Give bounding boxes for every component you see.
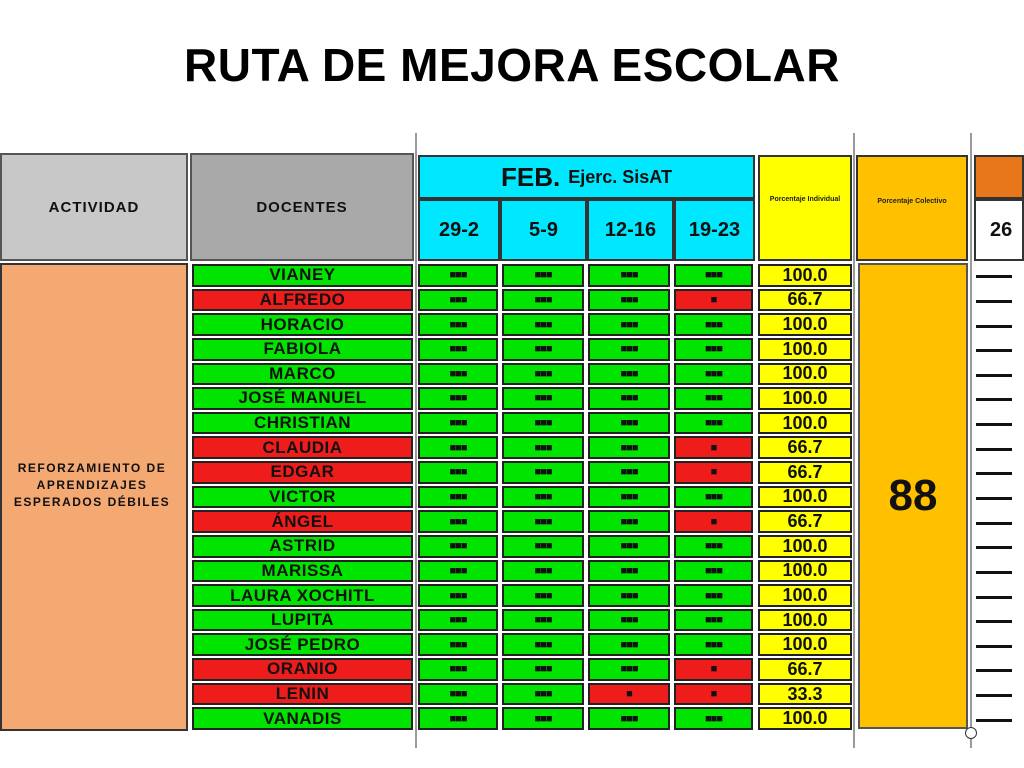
dash-mark xyxy=(976,423,1012,426)
dash-mark xyxy=(976,349,1012,352)
week-mark: ■■■ xyxy=(418,510,498,533)
pct-total-header: Porcentaje Colectivo xyxy=(856,155,968,261)
teacher-name: ÁNGEL xyxy=(192,510,413,533)
week-mark: ■■■ xyxy=(588,363,670,386)
docentes-header: DOCENTES xyxy=(190,153,414,261)
week-mark: ■■■ xyxy=(588,313,670,336)
teacher-name: LUPITA xyxy=(192,609,413,632)
week-mark: ■■■ xyxy=(418,535,498,558)
week-mark: ■■■ xyxy=(588,387,670,410)
pct-individual-value: 100.0 xyxy=(758,264,852,287)
week-mark: ■■■ xyxy=(502,412,584,435)
week-mark: ■■■ xyxy=(502,658,584,681)
week-mark: ■ xyxy=(588,683,670,706)
pct-individual-header: Porcentaje Individual xyxy=(758,155,852,261)
week-mark: ■■■ xyxy=(502,683,584,706)
week-mark: ■■■ xyxy=(418,436,498,459)
pct-individual-value: 100.0 xyxy=(758,486,852,509)
week-mark: ■■■ xyxy=(502,436,584,459)
week-mark: ■■■ xyxy=(418,387,498,410)
week-header: 12-16 xyxy=(587,199,674,261)
week-mark: ■■■ xyxy=(588,461,670,484)
week-mark: ■■■ xyxy=(588,486,670,509)
week-mark: ■■■ xyxy=(674,313,753,336)
week-mark: ■■■ xyxy=(502,584,584,607)
week-mark: ■■■ xyxy=(418,584,498,607)
week-mark: ■■■ xyxy=(418,289,498,312)
teacher-name: JOSÉ MANUEL xyxy=(192,387,413,410)
week-mark: ■■■ xyxy=(588,436,670,459)
dash-mark xyxy=(976,497,1012,500)
week-mark: ■■■ xyxy=(502,461,584,484)
week-mark: ■■■ xyxy=(588,560,670,583)
week-mark: ■■■ xyxy=(588,609,670,632)
pct-individual-value: 66.7 xyxy=(758,289,852,312)
teacher-name: VANADIS xyxy=(192,707,413,730)
week-mark: ■■■ xyxy=(418,264,498,287)
week-mark: ■■■ xyxy=(588,338,670,361)
next-month-header xyxy=(974,155,1024,199)
pct-individual-value: 100.0 xyxy=(758,387,852,410)
week-mark: ■■■ xyxy=(588,658,670,681)
week-mark: ■■■ xyxy=(674,387,753,410)
week-mark: ■■■ xyxy=(674,633,753,656)
pct-individual-value: 100.0 xyxy=(758,609,852,632)
dash-mark xyxy=(976,398,1012,401)
week-mark: ■■■ xyxy=(502,609,584,632)
week-mark: ■■■ xyxy=(674,584,753,607)
week-mark: ■■■ xyxy=(502,363,584,386)
pct-individual-value: 33.3 xyxy=(758,683,852,706)
week-mark: ■■■ xyxy=(588,264,670,287)
week-mark: ■■■ xyxy=(588,289,670,312)
week-mark: ■■■ xyxy=(674,264,753,287)
week-mark: ■■■ xyxy=(674,535,753,558)
pct-individual-value: 100.0 xyxy=(758,560,852,583)
pct-individual-value: 100.0 xyxy=(758,338,852,361)
teacher-name: VIANEY xyxy=(192,264,413,287)
week-mark: ■■■ xyxy=(502,535,584,558)
dash-mark xyxy=(976,546,1012,549)
teacher-name: MARCO xyxy=(192,363,413,386)
week-mark: ■■■ xyxy=(502,486,584,509)
dash-mark xyxy=(976,300,1012,303)
week-mark: ■■■ xyxy=(588,535,670,558)
week-mark: ■■■ xyxy=(502,707,584,730)
week-mark: ■ xyxy=(674,436,753,459)
teacher-name: CLAUDIA xyxy=(192,436,413,459)
dash-mark xyxy=(976,275,1012,278)
pct-individual-value: 66.7 xyxy=(758,436,852,459)
week-mark: ■■■ xyxy=(674,486,753,509)
week-mark: ■■■ xyxy=(588,633,670,656)
week-mark: ■■■ xyxy=(418,707,498,730)
teacher-name: HORACIO xyxy=(192,313,413,336)
pct-individual-value: 100.0 xyxy=(758,584,852,607)
week-mark: ■■■ xyxy=(418,363,498,386)
week-mark: ■■■ xyxy=(502,313,584,336)
week-mark: ■■■ xyxy=(418,313,498,336)
teacher-name: ORANIO xyxy=(192,658,413,681)
week-mark: ■■■ xyxy=(418,461,498,484)
dash-mark xyxy=(976,571,1012,574)
week-mark: ■■■ xyxy=(674,412,753,435)
pct-individual-value: 100.0 xyxy=(758,633,852,656)
pct-individual-value: 100.0 xyxy=(758,363,852,386)
pct-individual-value: 100.0 xyxy=(758,313,852,336)
week-mark: ■ xyxy=(674,683,753,706)
week-mark: ■■■ xyxy=(418,412,498,435)
week-mark: ■■■ xyxy=(502,338,584,361)
next-week-header: 26 xyxy=(974,199,1024,261)
week-mark: ■ xyxy=(674,510,753,533)
grid-line xyxy=(853,133,855,748)
week-header: 19-23 xyxy=(674,199,755,261)
week-mark: ■■■ xyxy=(418,560,498,583)
week-mark: ■■■ xyxy=(502,264,584,287)
dash-mark xyxy=(976,448,1012,451)
pct-individual-value: 100.0 xyxy=(758,535,852,558)
week-mark: ■■■ xyxy=(588,510,670,533)
week-header: 29-2 xyxy=(418,199,500,261)
dash-mark xyxy=(976,645,1012,648)
slide-title: RUTA DE MEJORA ESCOLAR xyxy=(184,39,840,91)
teacher-name: LENIN xyxy=(192,683,413,706)
dash-mark xyxy=(976,374,1012,377)
dash-mark xyxy=(976,325,1012,328)
week-mark: ■■■ xyxy=(502,289,584,312)
teacher-name: FABIOLA xyxy=(192,338,413,361)
teacher-name: JOSÉ PEDRO xyxy=(192,633,413,656)
week-mark: ■■■ xyxy=(418,683,498,706)
week-mark: ■■■ xyxy=(588,707,670,730)
pct-individual-value: 66.7 xyxy=(758,510,852,533)
dash-mark xyxy=(976,669,1012,672)
week-header: 5-9 xyxy=(500,199,587,261)
week-mark: ■ xyxy=(674,461,753,484)
week-mark: ■■■ xyxy=(674,560,753,583)
week-mark: ■■■ xyxy=(418,486,498,509)
teacher-name: EDGAR xyxy=(192,461,413,484)
dash-mark xyxy=(976,719,1012,722)
week-mark: ■■■ xyxy=(674,338,753,361)
selection-handle xyxy=(965,727,977,739)
dash-mark xyxy=(976,522,1012,525)
week-mark: ■ xyxy=(674,658,753,681)
week-mark: ■■■ xyxy=(674,707,753,730)
pct-individual-value: 100.0 xyxy=(758,412,852,435)
grid-line xyxy=(415,133,417,748)
average-cell: 88 xyxy=(858,263,968,729)
week-mark: ■■■ xyxy=(674,609,753,632)
teacher-name: VICTOR xyxy=(192,486,413,509)
pct-individual-value: 66.7 xyxy=(758,461,852,484)
month-sublabel: Ejerc. SisAT xyxy=(568,166,672,187)
week-mark: ■■■ xyxy=(418,338,498,361)
week-mark: ■ xyxy=(674,289,753,312)
pct-individual-value: 100.0 xyxy=(758,707,852,730)
teacher-name: ASTRID xyxy=(192,535,413,558)
actividad-header: ACTIVIDAD xyxy=(0,153,188,261)
week-mark: ■■■ xyxy=(418,658,498,681)
week-mark: ■■■ xyxy=(502,560,584,583)
dash-mark xyxy=(976,596,1012,599)
week-mark: ■■■ xyxy=(588,584,670,607)
week-mark: ■■■ xyxy=(502,633,584,656)
teacher-name: LAURA XOCHITL xyxy=(192,584,413,607)
week-mark: ■■■ xyxy=(418,633,498,656)
dash-mark xyxy=(976,472,1012,475)
week-mark: ■■■ xyxy=(418,609,498,632)
month-header xyxy=(418,155,755,199)
teacher-name: MARISSA xyxy=(192,560,413,583)
pct-individual-value: 66.7 xyxy=(758,658,852,681)
week-mark: ■■■ xyxy=(502,387,584,410)
month-label: FEB. xyxy=(501,161,561,192)
dash-mark xyxy=(976,694,1012,697)
week-mark: ■■■ xyxy=(588,412,670,435)
dash-mark xyxy=(976,620,1012,623)
teacher-name: CHRISTIAN xyxy=(192,412,413,435)
grid-line xyxy=(970,133,972,748)
week-mark: ■■■ xyxy=(502,510,584,533)
week-mark: ■■■ xyxy=(674,363,753,386)
activity-label: REFORZAMIENTO DE APRENDIZAJES ESPERADOS DÉBILES xyxy=(13,461,171,509)
teacher-name: ALFREDO xyxy=(192,289,413,312)
